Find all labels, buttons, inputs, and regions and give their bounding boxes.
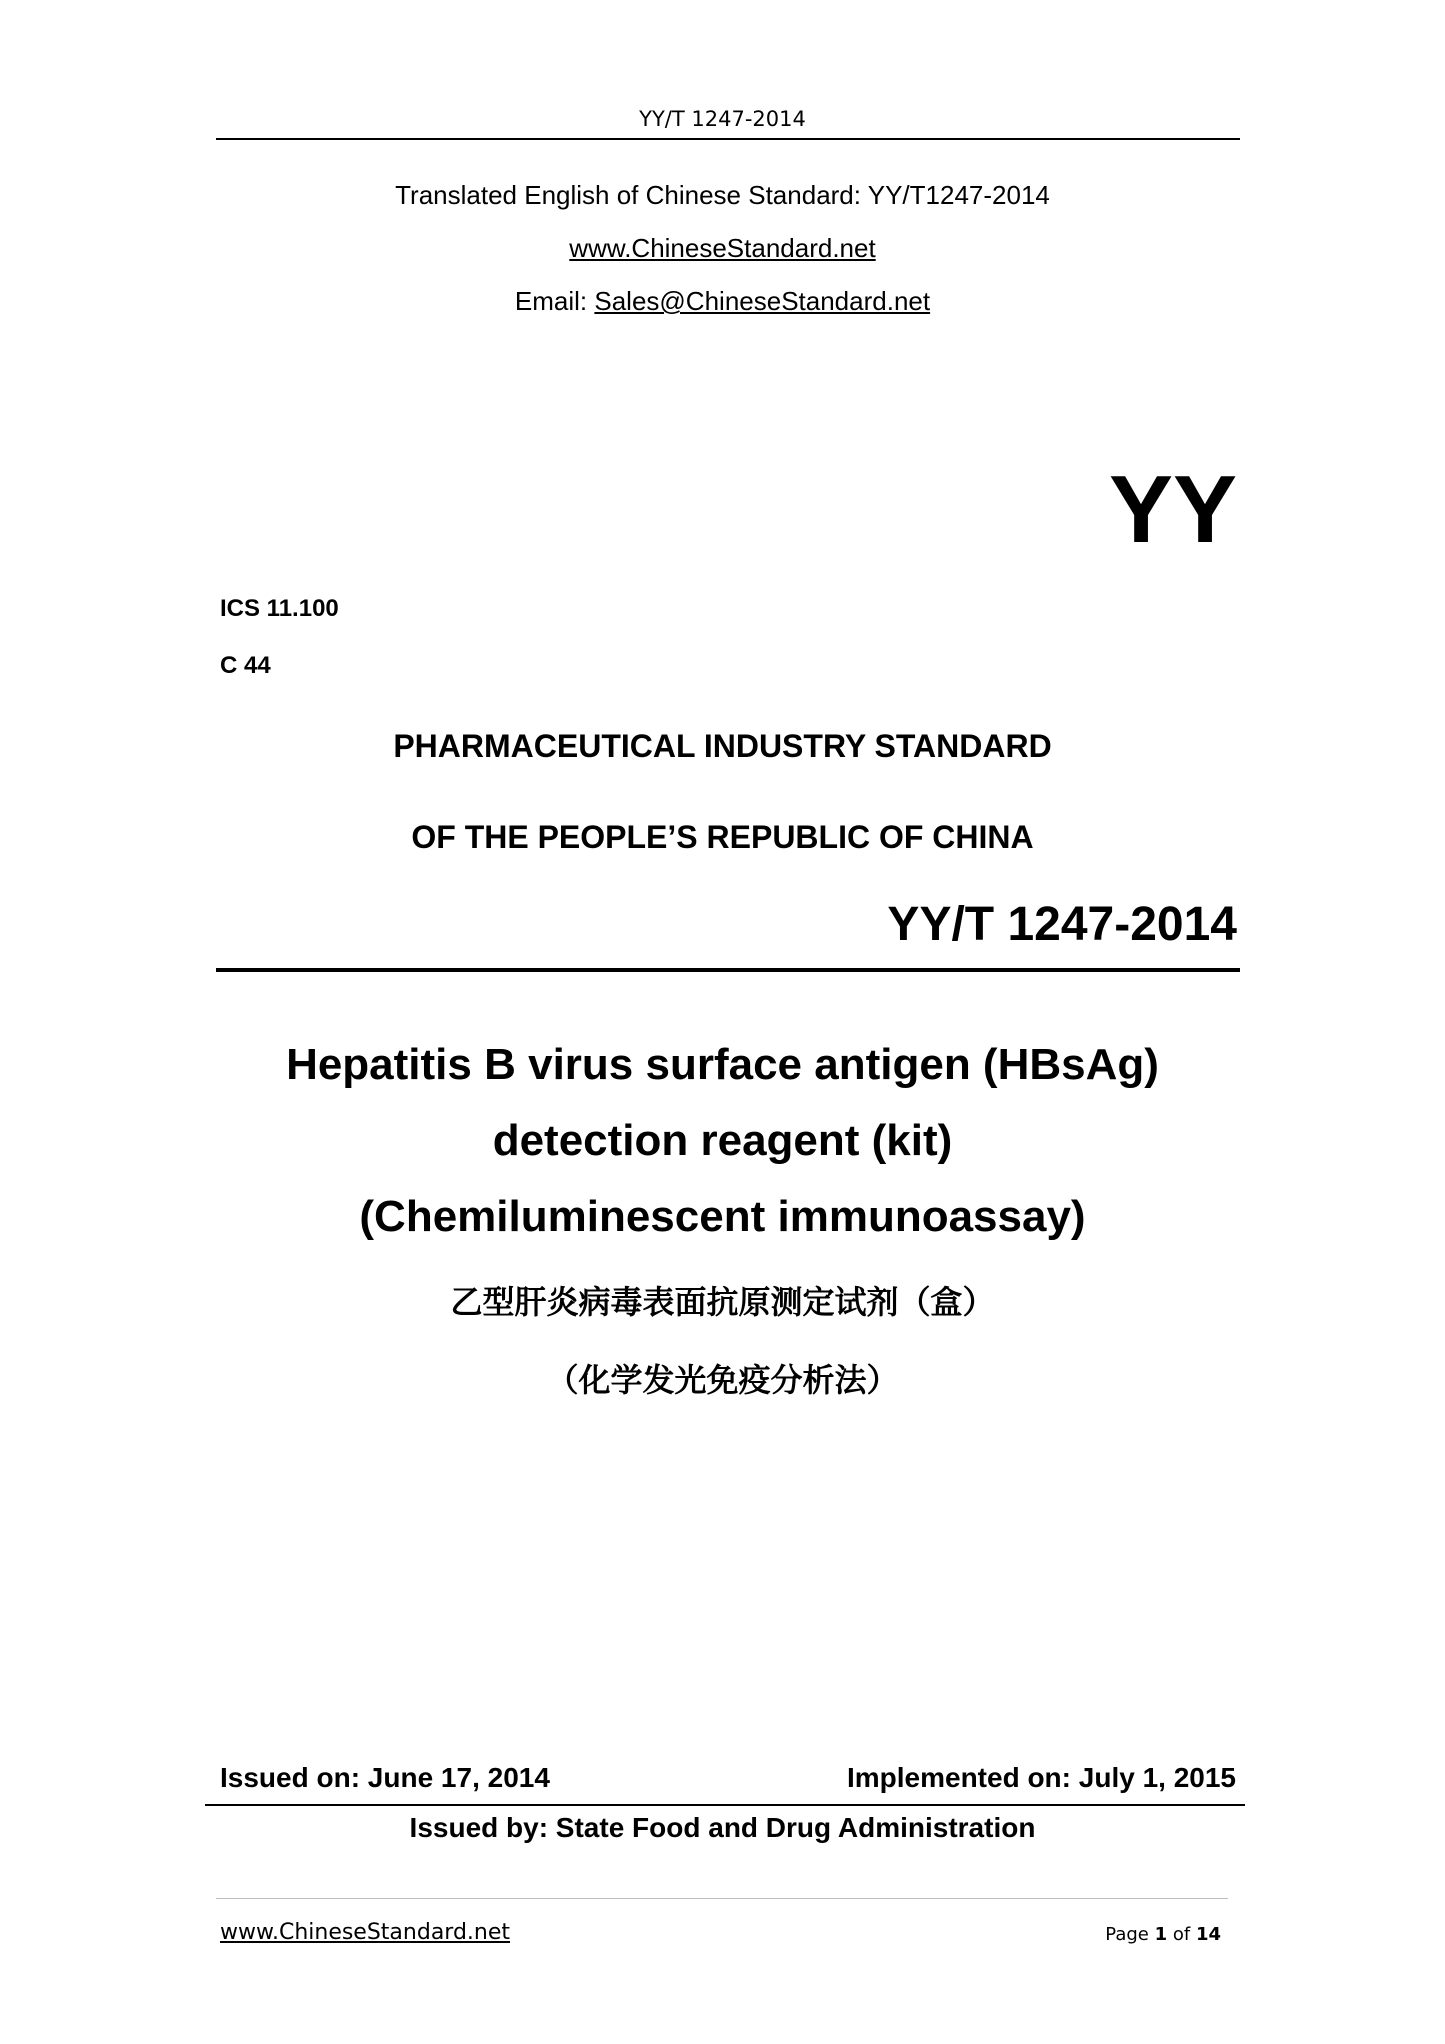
email-link[interactable]: Sales@ChineseStandard.net [594, 286, 931, 316]
title-line1: Hepatitis B virus surface antigen (HBsAg) [286, 1040, 1159, 1089]
translation-notice: Translated English of Chinese Standard: YY/T1247-2014 [395, 180, 1050, 210]
chinese-title-line1: 乙型肝炎病毒表面抗原测定试剂（盒） [450, 1283, 995, 1321]
page-total: 14 [1195, 1924, 1221, 1945]
running-header: YY/T 1247-2014 [639, 107, 806, 131]
standard-type-line2: OF THE PEOPLE’S REPUBLIC OF CHINA [411, 819, 1034, 855]
ccs-code: C 44 [220, 652, 271, 679]
page-label: Page [1105, 1924, 1155, 1945]
dates-rule [205, 1804, 1245, 1806]
issuing-authority: Issued by: State Food and Drug Administration [409, 1812, 1036, 1843]
email-label: Email: [514, 286, 595, 316]
website-link[interactable]: www.ChineseStandard.net [569, 233, 876, 263]
title-line3: (Chemiluminescent immunoassay) [359, 1192, 1086, 1241]
email-line [0, 286, 1445, 317]
page-number [1105, 1924, 1221, 1945]
implemented-date: Implemented on: July 1, 2015 [846, 1762, 1236, 1793]
title-rule [216, 968, 1240, 972]
chinese-title-line2: （化学发光免疫分析法） [546, 1361, 899, 1399]
category-mark: YY [1108, 456, 1237, 563]
page-current: 1 [1154, 1924, 1168, 1945]
ics-code: ICS 11.100 [220, 595, 339, 622]
footer-rule [216, 1898, 1228, 1899]
issued-date: Issued on: June 17, 2014 [220, 1762, 550, 1793]
header-rule [216, 138, 1240, 140]
standard-number: YY/T 1247-2014 [887, 898, 1237, 951]
standard-type-line1: PHARMACEUTICAL INDUSTRY STANDARD [393, 728, 1052, 764]
website-line [0, 233, 1445, 264]
page-of: of [1167, 1924, 1196, 1945]
footer-website-link[interactable]: www.ChineseStandard.net [220, 1920, 511, 1945]
title-line2: detection reagent (kit) [492, 1116, 953, 1165]
